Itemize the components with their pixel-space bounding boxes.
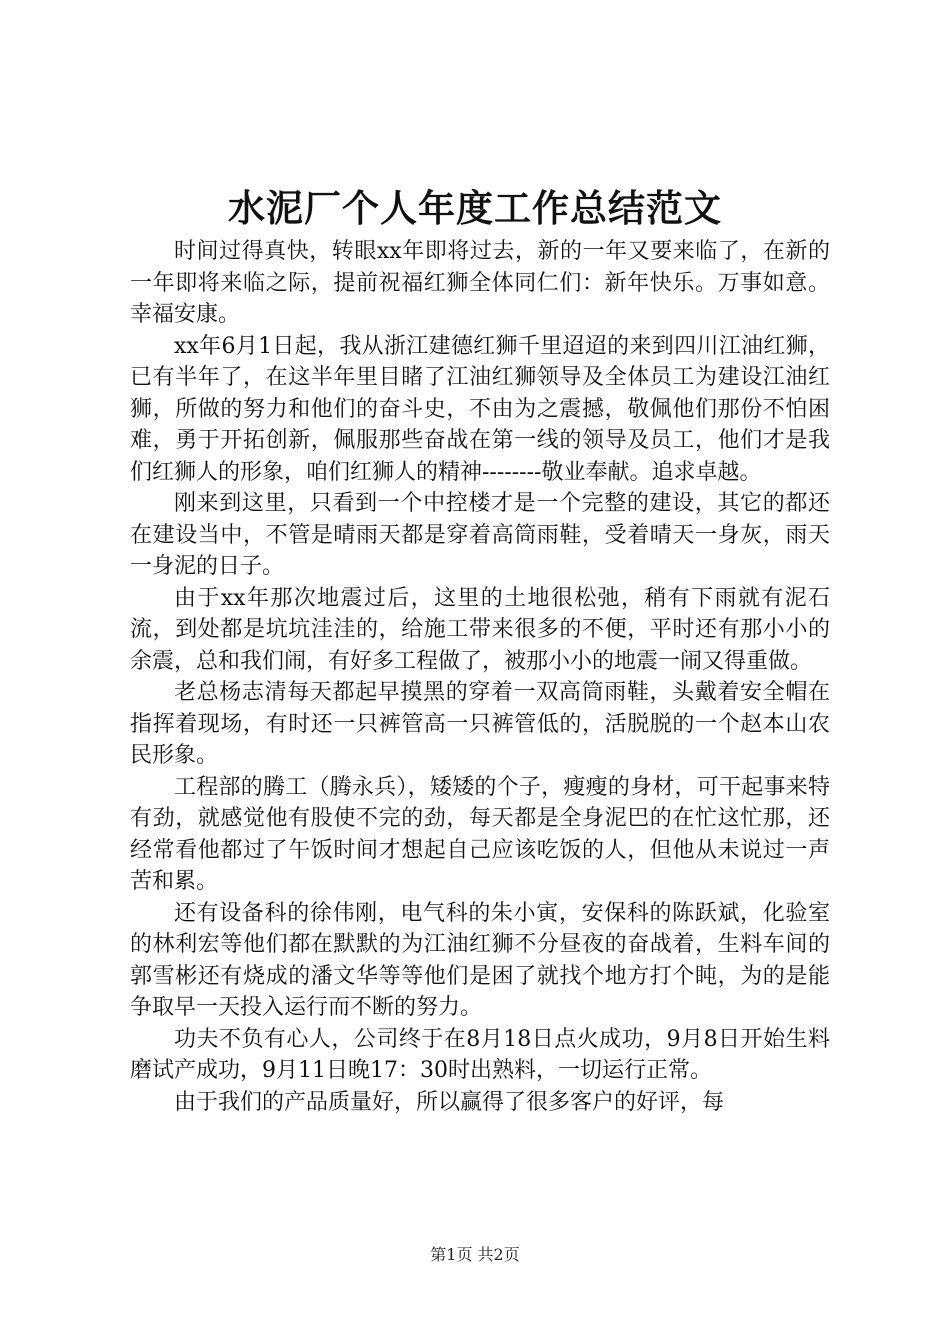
paragraph: 由于xx年那次地震过后，这里的土地很松弛，稍有下雨就有泥石流，到处都是坑坑洼洼的，给施工带来很多的不便，平时还有那小小的余震，总和我们闹，有好多工程做了，被那小小的地震一闹又得重做。 [130,585,830,674]
paragraph: 还有设备科的徐伟刚，电气科的朱小寅，安保科的陈跃斌，化验室的林利宏等他们都在默默的为江油红狮不分昼夜的奋战着，生料车间的郭雪彬还有烧成的潘文华等等他们是困了就找个地方打个盹，为的是能争取早一天投入运行而不断的努力。 [130,900,830,1020]
page-number-footer: 第1页 共2页 [430,1245,520,1264]
paragraph: 功夫不负有心人，公司终于在8月18日点火成功，9月8日开始生料磨试产成功，9月11日晚17：30时出熟料，一切运行正常。 [130,1026,830,1083]
paragraph: xx年6月1日起，我从浙江建德红狮千里迢迢的来到四川江油红狮，已有半年了，在这半年里目睹了江油红狮领导及全体员工为建设江油红狮，所做的努力和他们的奋斗史，不由为之震撼，敬佩他们那份不怕困难，勇于开拓创新，佩服那些奋战在第一线的领导及员工，他们才是我们红狮人的形象，咱们红狮人的精神--------敬业奉献。追求卓越。 [130,333,830,485]
paragraph: 刚来到这里，只看到一个中控楼才是一个完整的建设，其它的都还在建设当中，不管是晴雨天都是穿着高筒雨鞋，受着晴天一身灰，雨天一身泥的日子。 [130,491,830,579]
paragraph: 老总杨志清每天都起早摸黑的穿着一双高筒雨鞋，头戴着安全帽在指挥着现场，有时还一只裤管高一只裤管低的，活脱脱的一个赵本山农民形象。 [130,680,830,768]
document-title: 水泥厂个人年度工作总结范文 [228,186,722,230]
paragraph: 时间过得真快，转眼xx年即将过去，新的一年又要来临了，在新的一年即将来临之际，提前祝福红狮全体同仁们：新年快乐。万事如意。幸福安康。 [130,239,830,327]
document-body [130,236,830,1118]
paragraph: 工程部的腾工（腾永兵），矮矮的个子，瘦瘦的身材，可干起事来特有劲，就感觉他有股使不完的劲，每天都是全身泥巴的在忙这忙那，还经常看他都过了午饭时间才想起自己应该吃饭的人，但他从未说过一声苦和累。 [130,774,830,894]
paragraph: 由于我们的产品质量好，所以赢得了很多客户的好评，每 [174,1089,725,1115]
